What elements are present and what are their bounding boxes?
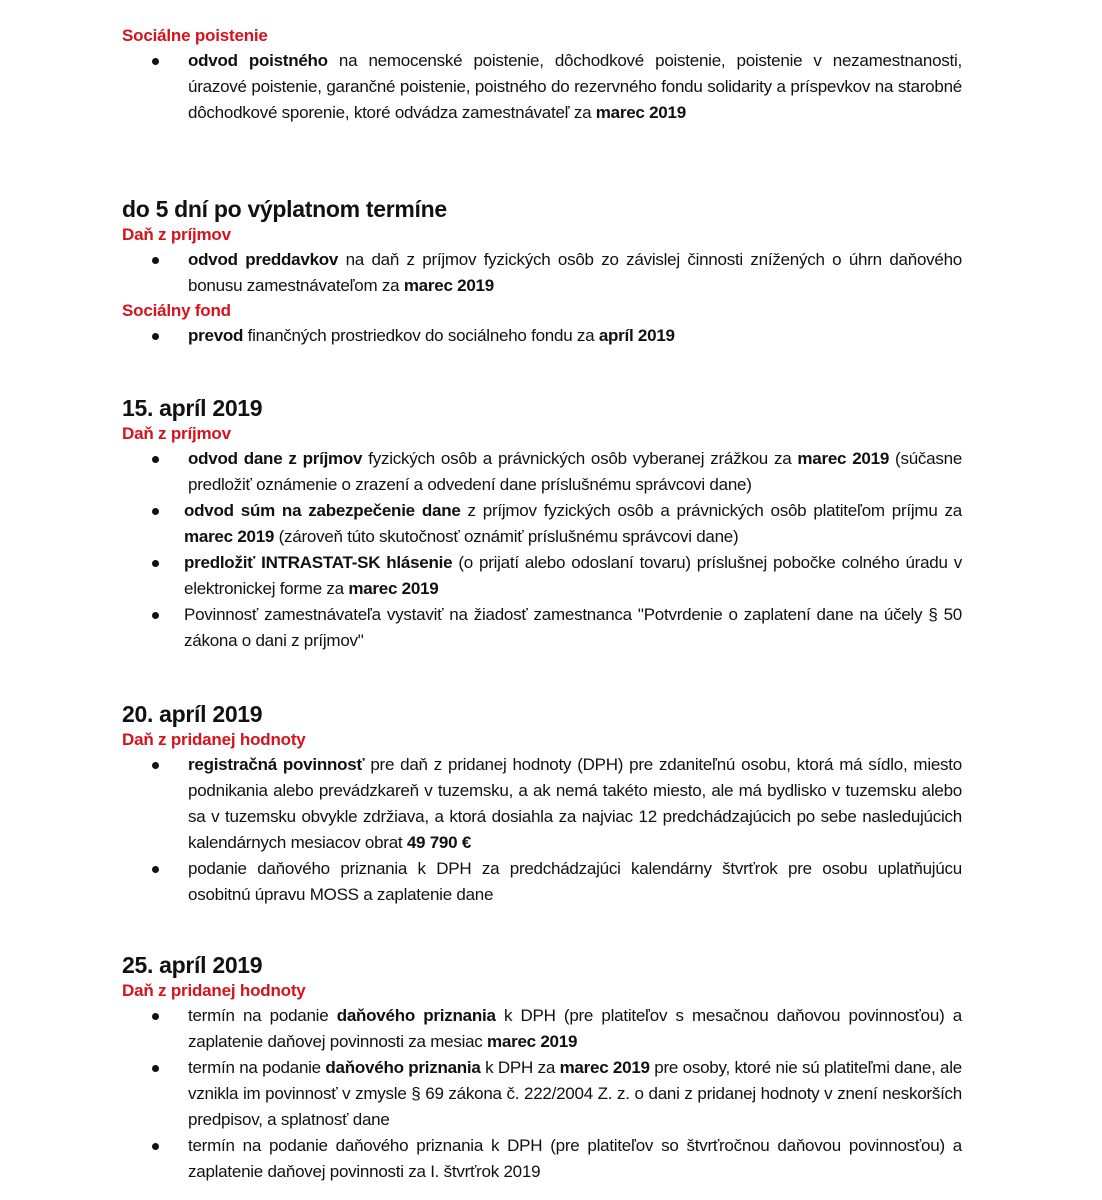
emphasis-text: marec 2019: [487, 1032, 578, 1051]
emphasis-text: odvod poistného: [188, 51, 328, 70]
body-text: k DPH (pre platiteľov s mesačnou daňovou povinnosťou) a zaplatenie daňovej povinnosti za mesiac: [188, 1006, 962, 1051]
bullet-icon: [152, 508, 159, 515]
list-item: [122, 1055, 962, 1133]
emphasis-text: 49 790 €: [406, 833, 472, 852]
bullet-icon: [152, 257, 159, 264]
emphasis-text: marec 2019: [595, 103, 686, 122]
date-heading: 15. apríl 2019: [122, 395, 263, 421]
body-text: (súčasne predložiť oznámenie o zrazení a odvedení dane príslušnému správcovi dane): [188, 449, 963, 494]
emphasis-text: apríl 2019: [598, 326, 675, 345]
body-text: (zároveň túto skutočnosť oznámiť príslušnému správcovi dane): [274, 527, 739, 546]
body-text: pre daň z pridanej hodnoty (DPH) pre zdaniteľnú osobu, ktorá má sídlo, miesto podnikania alebo prevádzkareň v tuzemsku, a ak nemá takéto miesto, ale má bydlisko v tuzemsku alebo sa v tuzemsku obvykle zdržiava, a ktorá dosiahla za najviac 12 predchádzajúcich po sebe nasledujúcich kalendárnych mesiacov obrat: [188, 755, 962, 852]
emphasis-text: marec 2019: [403, 276, 494, 295]
section-continuation: [122, 24, 962, 126]
category-label: Daň z pridanej hodnoty: [122, 981, 306, 1000]
list-item: [122, 1003, 962, 1055]
body-text: Povinnosť zamestnávateľa vystaviť na žiadosť zamestnanca "Potvrdenie o zaplatení dane na účely § 50 zákona o dani z príjmov": [184, 605, 962, 650]
body-text: k DPH za: [480, 1058, 560, 1077]
bullet-icon: [152, 333, 159, 340]
bullet-icon: [152, 866, 159, 873]
body-text: termín na podanie: [188, 1006, 337, 1025]
list-item: [122, 856, 962, 908]
bullet-icon: [152, 456, 159, 463]
section-15-april: [122, 394, 962, 654]
emphasis-text: daňového priznania: [336, 1006, 496, 1025]
date-heading: 25. apríl 2019: [122, 952, 263, 978]
list-item: [122, 48, 962, 126]
body-text: na nemocenské poistenie, dôchodkové poistenie, poistenie v nezamestnanosti, úrazové poistenie, garančné poistenie, poistného do rezervného fondu solidarity a príspevkov na starobné dôchodkové sporenie, ktoré odvádza zamestnávateľ za: [188, 51, 963, 122]
emphasis-text: predložiť INTRASTAT-SK hlásenie: [184, 553, 453, 572]
item-list: [122, 247, 962, 299]
section-do-5-dni: [122, 195, 962, 349]
body-text: fyzických osôb a právnických osôb vyberanej zrážkou za: [362, 449, 798, 468]
body-text: (o prijatí alebo odoslaní tovaru) príslušnej pobočke colného úradu v elektronickej forme za: [184, 553, 962, 598]
item-list: [122, 446, 962, 654]
list-item: [122, 602, 962, 654]
date-heading: 20. apríl 2019: [122, 701, 263, 727]
item-list: [122, 752, 962, 908]
bullet-icon: [152, 560, 159, 567]
list-item: [122, 498, 962, 550]
category-label: Daň z pridanej hodnoty: [122, 730, 306, 749]
section-25-april: [122, 951, 962, 1185]
emphasis-text: odvod súm na zabezpečenie dane: [184, 501, 461, 520]
emphasis-text: marec 2019: [797, 449, 890, 468]
bullet-icon: [152, 58, 159, 65]
list-item: [122, 1133, 962, 1185]
emphasis-text: marec 2019: [184, 527, 275, 546]
section-20-april: [122, 700, 962, 908]
emphasis-text: prevod: [188, 326, 244, 345]
list-item: [122, 247, 962, 299]
emphasis-text: registračná povinnosť: [188, 755, 365, 774]
list-item: [122, 752, 962, 856]
emphasis-text: marec 2019: [559, 1058, 650, 1077]
body-text: termín na podanie: [188, 1058, 326, 1077]
body-text: z príjmov fyzických osôb a právnických osôb platiteľom príjmu za: [460, 501, 962, 520]
bullet-icon: [152, 1143, 159, 1150]
bullet-icon: [152, 1065, 159, 1072]
body-text: termín na podanie daňového priznania k DPH (pre platiteľov so štvrťročnou daňovou povinnosťou) a zaplatenie daňovej povinnosti za I. štvrťrok 2019: [188, 1136, 962, 1181]
item-list: [122, 323, 962, 349]
item-list: [122, 48, 962, 126]
emphasis-text: odvod dane z príjmov: [188, 449, 363, 468]
list-item: [122, 446, 962, 498]
bullet-icon: [152, 762, 159, 769]
body-text: pre osoby, ktoré nie sú platiteľmi dane, ale vznikla im povinnosť v zmysle § 69 zákona č. 222/2004 Z. z. o dani z pridanej hodnoty v znení neskorších predpisov, a splatnosť dane: [188, 1058, 962, 1129]
category-label: Sociálny fond: [122, 301, 231, 320]
category-label: Sociálne poistenie: [122, 26, 268, 45]
item-list: [122, 1003, 962, 1185]
emphasis-text: odvod preddavkov: [188, 250, 339, 269]
body-text: na daň z príjmov fyzických osôb zo závislej činnosti znížených o úhrn daňového bonusu zamestnávateľom za: [188, 250, 963, 295]
emphasis-text: daňového priznania: [325, 1058, 481, 1077]
list-item: [122, 550, 962, 602]
category-label: Daň z príjmov: [122, 424, 231, 443]
body-text: podanie daňového priznania k DPH za predchádzajúci kalendárny štvrťrok pre osobu uplatňujúcu osobitnú úpravu MOSS a zaplatenie dane: [188, 859, 962, 904]
date-heading: do 5 dní po výplatnom termíne: [122, 196, 447, 222]
bullet-icon: [152, 1013, 159, 1020]
body-text: finančných prostriedkov do sociálneho fondu za: [243, 326, 599, 345]
emphasis-text: marec 2019: [348, 579, 439, 598]
bullet-icon: [152, 612, 159, 619]
list-item: [122, 323, 962, 349]
category-label: Daň z príjmov: [122, 225, 231, 244]
